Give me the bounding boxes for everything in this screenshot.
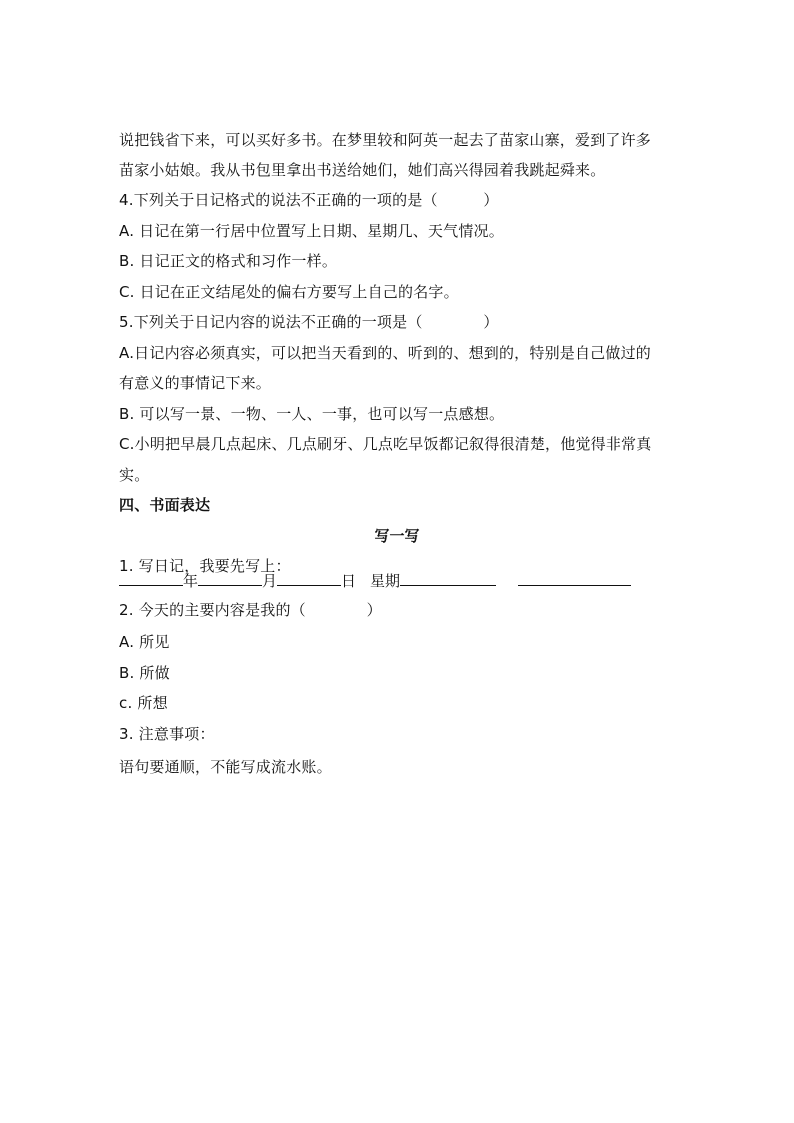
writing-title: 写一写 xyxy=(374,527,420,545)
question-5-option-c-line-1: C.小明把早晨几点起床、几点刷牙、几点吃早饭都记叙得很清楚，他觉得非常真 xyxy=(119,435,652,453)
weekday-label: 星期 xyxy=(370,572,401,590)
date-fill-line xyxy=(119,569,631,591)
passage-line-1: 说把钱省下来，可以买好多书。在梦里较和阿英一起去了苗家山寨，爱到了许多 xyxy=(119,131,652,149)
weather-blank[interactable] xyxy=(518,569,631,586)
writing-item-2: 2. 今天的主要内容是我的（ ） xyxy=(119,601,382,619)
question-5-stem: 5.下列关于日记内容的说法不正确的一项是（ ） xyxy=(119,313,499,331)
year-label: 年 xyxy=(183,572,199,590)
question-4-option-b: B. 日记正文的格式和习作一样。 xyxy=(119,252,338,270)
writing-item-2-option-a: A. 所见 xyxy=(119,633,170,651)
month-blank[interactable] xyxy=(198,569,262,586)
writing-item-2-option-c: c. 所想 xyxy=(119,694,168,712)
year-blank[interactable] xyxy=(119,569,183,586)
day-blank[interactable] xyxy=(277,569,341,586)
question-5-option-a-line-2: 有意义的事情记下来。 xyxy=(119,374,272,392)
writing-note: 语句要通顺，不能写成流水账。 xyxy=(119,758,332,776)
writing-item-2-option-b: B. 所做 xyxy=(119,664,170,682)
question-5-option-a-line-1: A.日记内容必须真实，可以把当天看到的、听到的、想到的，特别是自己做过的 xyxy=(119,344,651,362)
writing-item-3: 3. 注意事项： xyxy=(119,725,215,743)
question-5-option-b: B. 可以写一景、一物、一人、一事，也可以写一点感想。 xyxy=(119,405,505,423)
month-label: 月 xyxy=(262,572,278,590)
weekday-blank[interactable] xyxy=(400,569,496,586)
writing-item-1: 1. 写日记，我要先写上： xyxy=(119,557,291,575)
question-4-stem: 4.下列关于日记格式的说法不正确的一项的是（ ） xyxy=(119,191,499,209)
day-label: 日 xyxy=(341,572,357,590)
passage-line-2: 苗家小姑娘。我从书包里拿出书送给她们，她们高兴得园着我跳起舜来。 xyxy=(119,161,606,179)
section-heading: 四、书面表达 xyxy=(119,496,211,514)
question-4-option-a: A. 日记在第一行居中位置写上日期、星期几、天气情况。 xyxy=(119,222,504,240)
question-4-option-c: C. 日记在正文结尾处的偏右方要写上自己的名字。 xyxy=(119,283,459,301)
question-5-option-c-line-2: 实。 xyxy=(119,466,150,484)
